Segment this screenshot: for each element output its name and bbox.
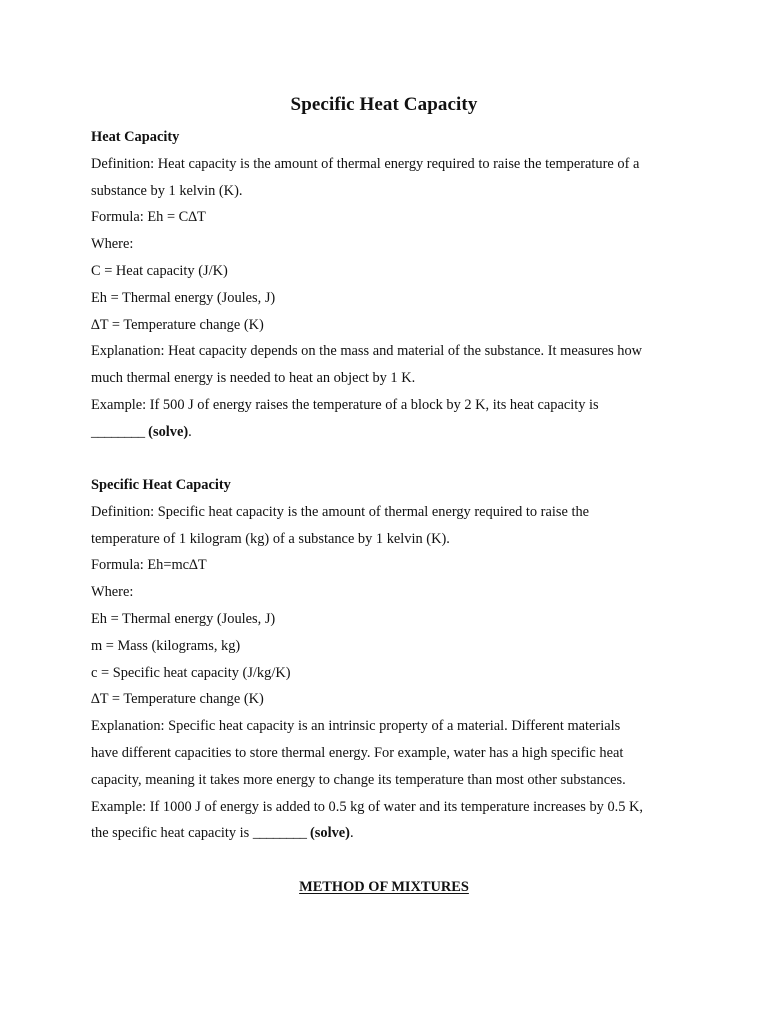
explanation-line-2: have different capacities to store thermal energy. For example, water has a high specific heat	[91, 744, 624, 761]
explanation-line-2: much thermal energy is needed to heat an object by 1 K.	[91, 370, 416, 387]
variable-thermal-energy: Eh = Thermal energy (Joules, J)	[91, 610, 276, 627]
explanation-line-1: Explanation: Heat capacity depends on the mass and material of the substance. It measures how	[91, 343, 643, 360]
explanation-line-3: capacity, meaning it takes more energy to change its temperature than most other substances.	[91, 771, 626, 788]
answer-blank: ________	[91, 423, 145, 440]
example-period: .	[349, 825, 354, 842]
page-title: Specific Heat Capacity	[290, 94, 478, 115]
section-heading-heat-capacity: Heat Capacity	[91, 129, 180, 145]
variable-heat-capacity: C = Heat capacity (J/K)	[91, 262, 228, 279]
example-line-2-text: the specific heat capacity is	[91, 825, 250, 842]
variable-temperature-change: ∆T = Temperature change (K)	[91, 316, 264, 333]
where-label: Where:	[91, 584, 134, 601]
specific-heat-capacity-section	[91, 472, 691, 847]
formula-line: Formula: Eh=mc∆T	[91, 557, 207, 574]
example-period: .	[188, 423, 192, 440]
heat-capacity-section	[91, 124, 691, 446]
where-label: Where:	[91, 236, 134, 253]
variable-mass: m = Mass (kilograms, kg)	[91, 637, 241, 654]
variable-temperature-change: ∆T = Temperature change (K)	[91, 691, 264, 708]
variable-thermal-energy: Eh = Thermal energy (Joules, J)	[91, 289, 276, 306]
formula-line: Formula: Eh = C∆T	[91, 209, 206, 226]
section-heading-specific-heat-capacity: Specific Heat Capacity	[91, 477, 231, 493]
explanation-line-1: Explanation: Specific heat capacity is an intrinsic property of a material. Different materials	[91, 718, 621, 735]
example-line-1: Example: If 1000 J of energy is added to 0.5 kg of water and its temperature increases by 0.5 K,	[91, 798, 644, 815]
example-line-1: Example: If 500 J of energy raises the temperature of a block by 2 K, its heat capacity is	[91, 396, 599, 413]
definition-line-2: substance by 1 kelvin (K).	[91, 182, 243, 199]
solve-label: (solve)	[310, 825, 350, 842]
answer-blank: ________	[252, 825, 307, 842]
method-of-mixtures-heading	[0, 874, 768, 900]
example-line-2	[91, 419, 691, 446]
solve-label: (solve)	[148, 423, 189, 440]
definition-line-2: temperature of 1 kilogram (kg) of a substance by 1 kelvin (K).	[91, 530, 450, 547]
method-of-mixtures-text: METHOD OF MIXTURES	[299, 879, 469, 895]
definition-line-1: Definition: Specific heat capacity is the amount of thermal energy required to raise the	[91, 503, 590, 520]
example-line-2	[91, 820, 691, 847]
definition-line-1: Definition: Heat capacity is the amount of thermal energy required to raise the temperature of a	[91, 155, 640, 172]
variable-specific-heat-capacity: c = Specific heat capacity (J/kg/K)	[91, 664, 291, 681]
